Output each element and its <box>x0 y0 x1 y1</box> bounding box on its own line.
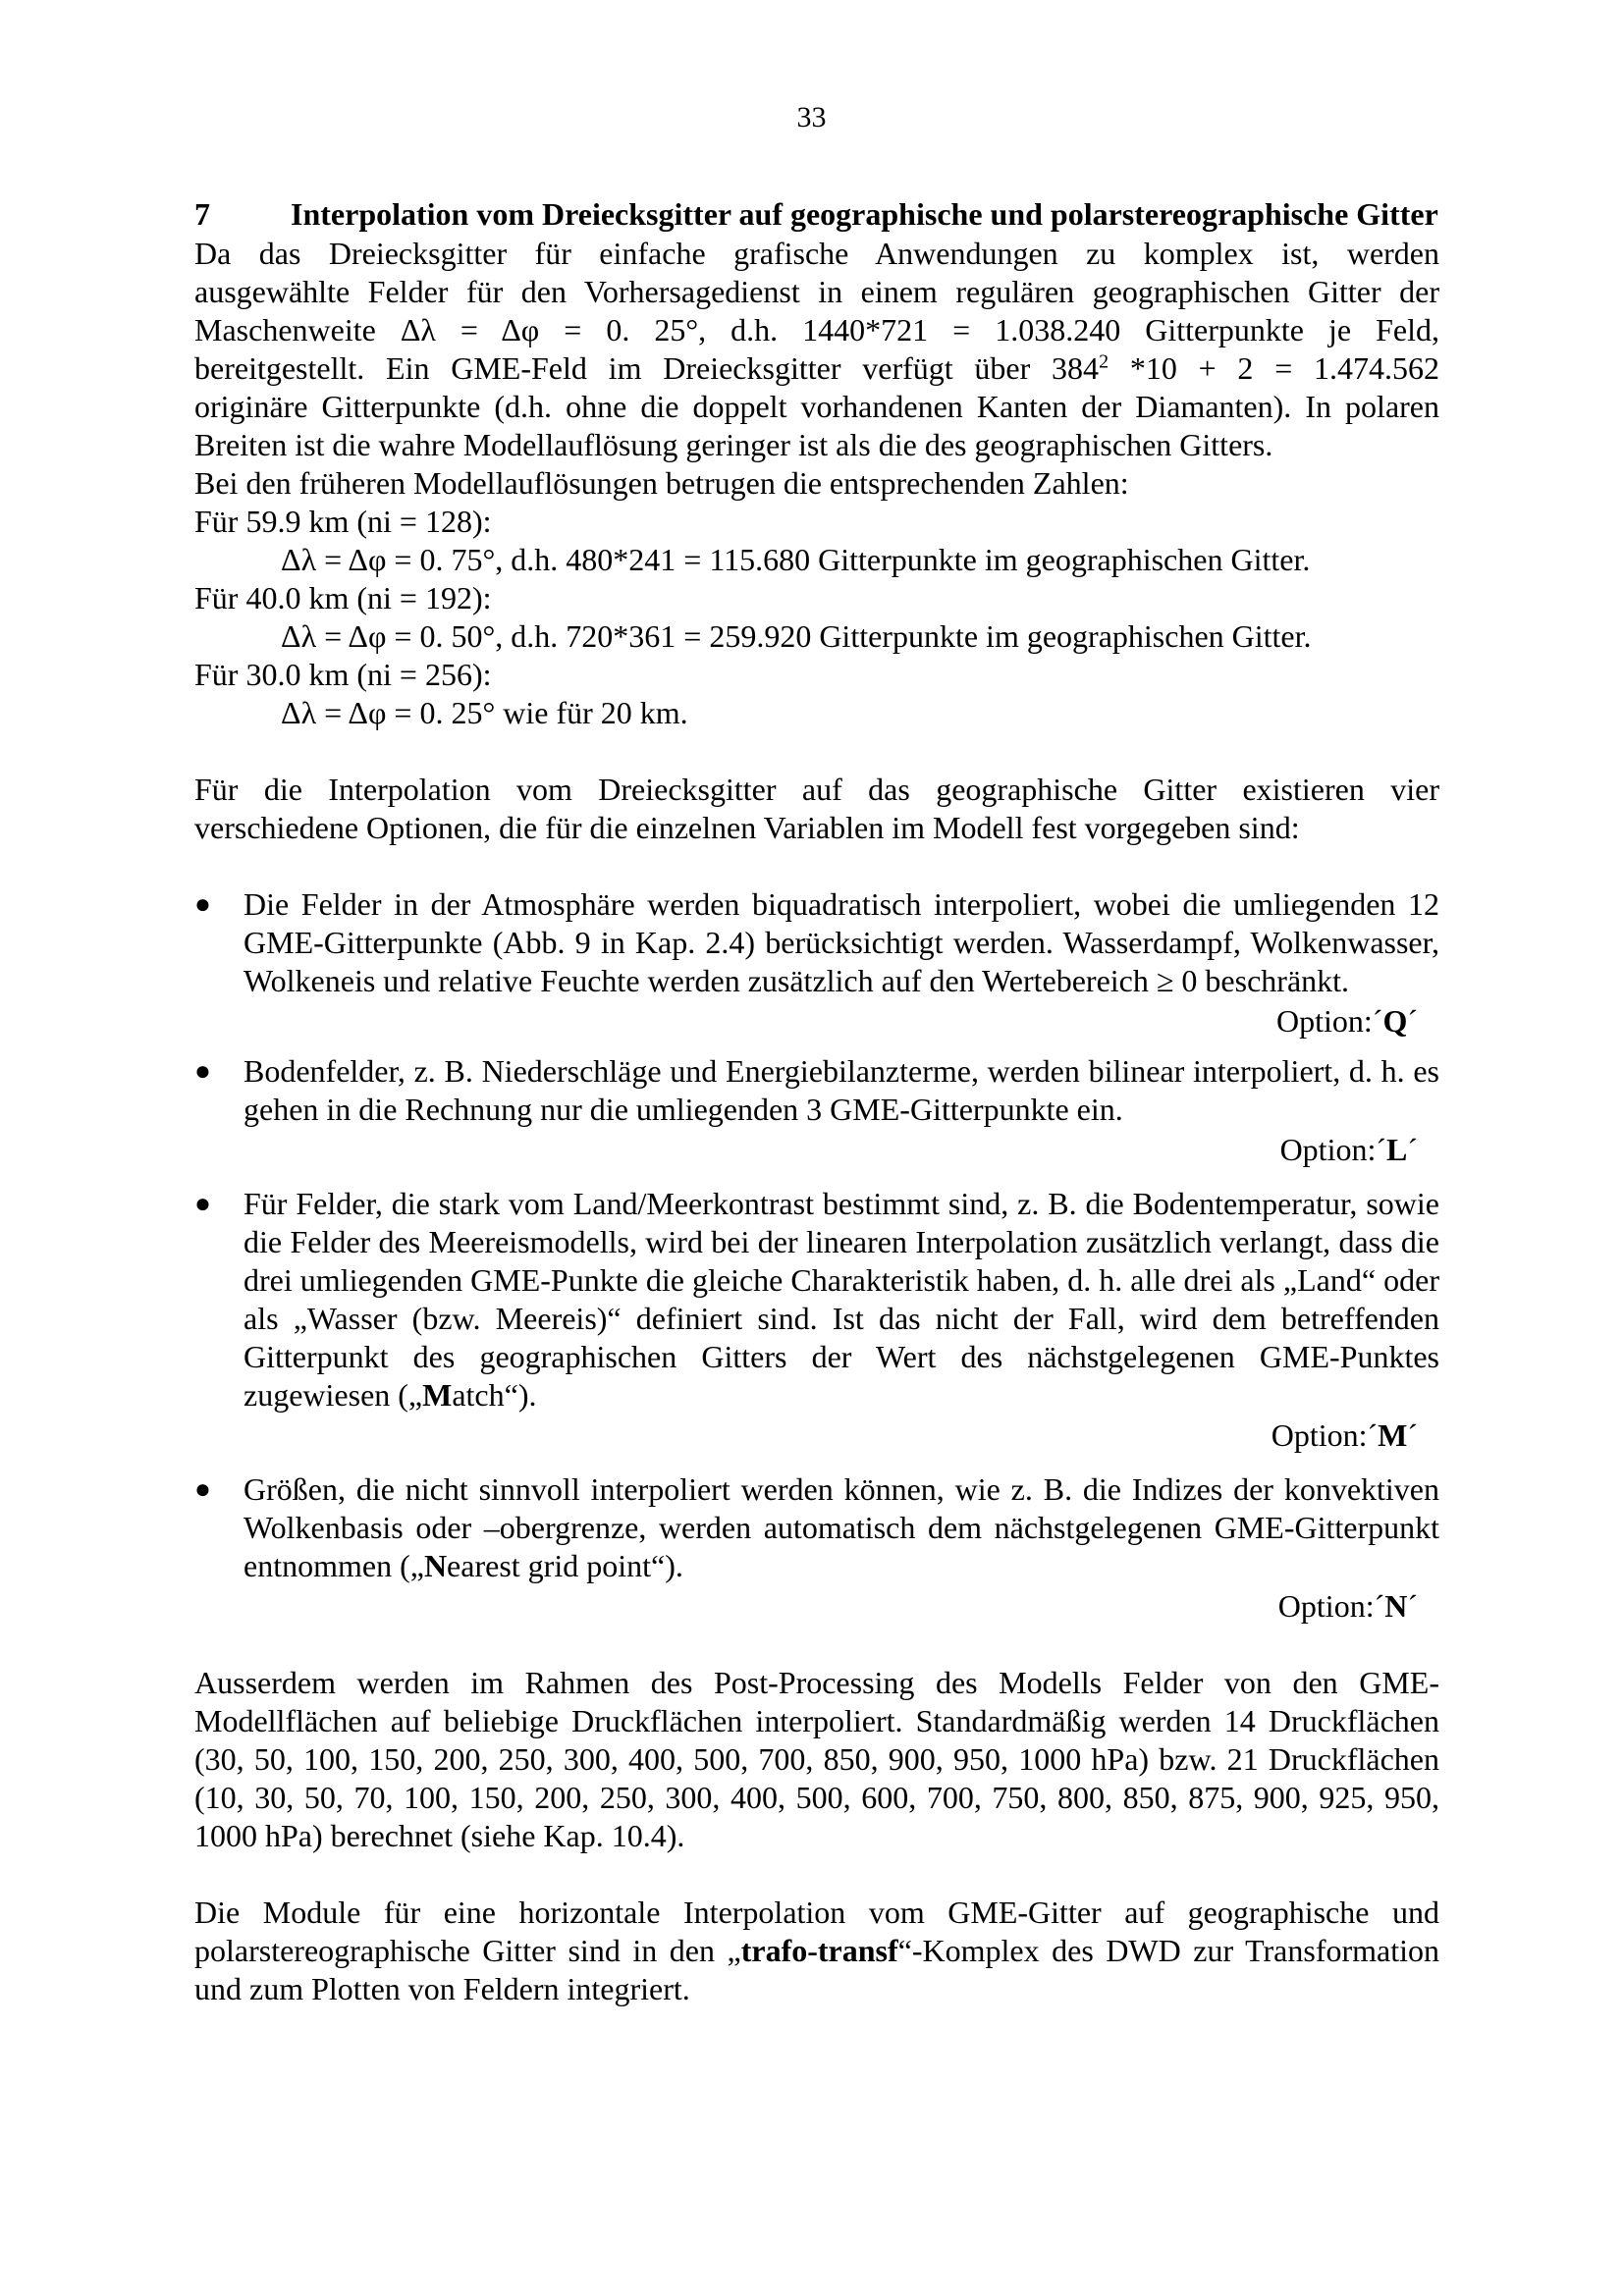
bullet-text: Die Felder in der Atmosphäre werden biquadratisch interpoliert, wobei die umliegenden 12 GME-Gitterpunkte (Abb. 9 in Kap. 2.4) berücksichtigt werden. Wasserdampf, Wolkenwasser, Wolkeneis und relative Feuchte werden zusätzlich auf den Wertebereich ≥ 0 beschränkt. <box>243 886 1439 998</box>
page-content <box>194 195 1439 2008</box>
intro-line: Bei den früheren Modellauflösungen betrugen die entsprechenden Zahlen: <box>194 465 1129 501</box>
option-label: Option:´Q´ <box>1276 1003 1418 1039</box>
bullet-text: Für Felder, die stark vom Land/Meerkontrast bestimmt sind, z. B. die Bodentemperatur, sowie die Felder des Meereismodells, wird bei der linearen Interpolation zusätzlich verlangt, dass die drei umliegenden GME-Punkte die gleiche Charakteristik haben, d. h. alle drei als „Land“ oder als „Wasser (bzw. Meereis)“ definiert sind. Ist das nicht der Fall, wird dem betreffenden Gitterpunkt des geographischen Gitters der Wert des nächstgelegenen GME-Punktes zugewiesen („Match“). <box>243 1186 1439 1413</box>
page-number: 33 <box>796 101 827 133</box>
intro-line: Da das Dreiecksgitter für einfache grafische Anwendungen zu komplex ist, werden <box>194 236 1439 271</box>
modules-paragraph: Die Module für eine horizontale Interpolation vom GME-Gitter auf geographische und polarstereographische Gitter sind in den „trafo-transf“-Komplex des DWD zur Transformation und zum Plotten von Feldern integriert. <box>194 1895 1439 2006</box>
resolution-label: Für 59.9 km (ni = 128): <box>194 504 492 539</box>
bullet-item-n <box>194 1470 1439 1626</box>
resolution-list <box>194 503 1439 732</box>
intro-line: Breiten ist die wahre Modellauflösung geringer ist als die des geographischen Gitters. <box>194 427 1273 462</box>
bullet-text: Größen, die nicht sinnvoll interpoliert werden können, wie z. B. die Indizes der konvektiven Wolkenbasis oder –obergrenze, werden automatisch dem nächstgelegenen GME-Gitterpunkt entnommen („Nearest grid point“). <box>243 1471 1439 1583</box>
bullet-dot-icon: ● <box>194 1056 211 1087</box>
bullet-text: Bodenfelder, z. B. Niederschläge und Energiebilanzterme, werden bilinear interpoliert, d. h. es gehen in die Rechnung nur die umliegenden 3 GME-Gitterpunkte ein. <box>243 1053 1439 1127</box>
option-label: Option:´L´ <box>1279 1132 1418 1167</box>
resolution-detail: Δλ = Δφ = 0. 50°, d.h. 720*361 = 259.920 Gitterpunkte im geographischen Gitter. <box>281 618 1312 654</box>
intro-line: originäre Gitterpunkte (d.h. ohne die doppelt vorhandenen Kanten der Diamanten). In polaren <box>194 389 1439 424</box>
intro-line: Maschenweite Δλ = Δφ = 0. 25°, d.h. 1440*721 = 1.038.240 Gitterpunkte je Feld, <box>194 312 1439 347</box>
resolution-detail: Δλ = Δφ = 0. 75°, d.h. 480*241 = 115.680 Gitterpunkte im geographischen Gitter. <box>281 542 1311 577</box>
intro-line: ausgewählte Felder für den Vorhersagedienst in einem regulären geographischen Gitter der <box>194 274 1439 309</box>
section-title: Interpolation vom Dreiecksgitter auf geographische und polarstereographische Gitter <box>291 196 1438 232</box>
bullet-dot-icon: ● <box>194 1474 211 1505</box>
bullet-dot-icon: ● <box>194 889 211 920</box>
section-heading <box>194 195 1439 233</box>
options-intro-line: Für die Interpolation vom Dreiecksgitter auf das geographische Gitter existieren vier <box>194 772 1439 807</box>
resolution-detail: Δλ = Δφ = 0. 25° wie für 20 km. <box>281 695 688 730</box>
bullet-dot-icon: ● <box>194 1189 211 1219</box>
intro-line: bereitgestellt. Ein GME-Feld im Dreiecksgitter verfügt über $384^2$ *10 + 2 = 1.474.562 <box>194 350 1440 386</box>
section-number: 7 <box>194 196 210 232</box>
resolution-label: Für 30.0 km (ni = 256): <box>194 657 492 692</box>
bullet-item-l <box>194 1052 1439 1169</box>
option-label: Option:´N´ <box>1277 1588 1418 1624</box>
postprocessing-paragraph: Ausserdem werden im Rahmen des Post-Processing des Modells Felder von den GME-Modellflächen auf beliebige Druckflächen interpoliert. Standardmäßig werden 14 Druckflächen (30, 50, 100, 150, 200, 250, 300, 400, 500, 700, 850, 900, 950, 1000 hPa) bzw. 21 Druckflächen (10, 30, 50, 70, 100, 150, 200, 250, 300, 400, 500, 600, 700, 750, 800, 850, 875, 900, 925, 950, 1000 hPa) berechnet (siehe Kap. 10.4). <box>194 1665 1439 1853</box>
option-label: Option:´M´ <box>1271 1417 1418 1453</box>
bullet-item-m <box>194 1185 1439 1455</box>
bullet-item-q <box>194 885 1439 1041</box>
resolution-label: Für 40.0 km (ni = 192): <box>194 580 492 615</box>
options-intro-line: verschiedene Optionen, die für die einzelnen Variablen im Modell fest vorgegeben sind: <box>194 810 1300 845</box>
options-intro <box>194 771 1439 847</box>
intro-paragraph <box>194 235 1439 503</box>
